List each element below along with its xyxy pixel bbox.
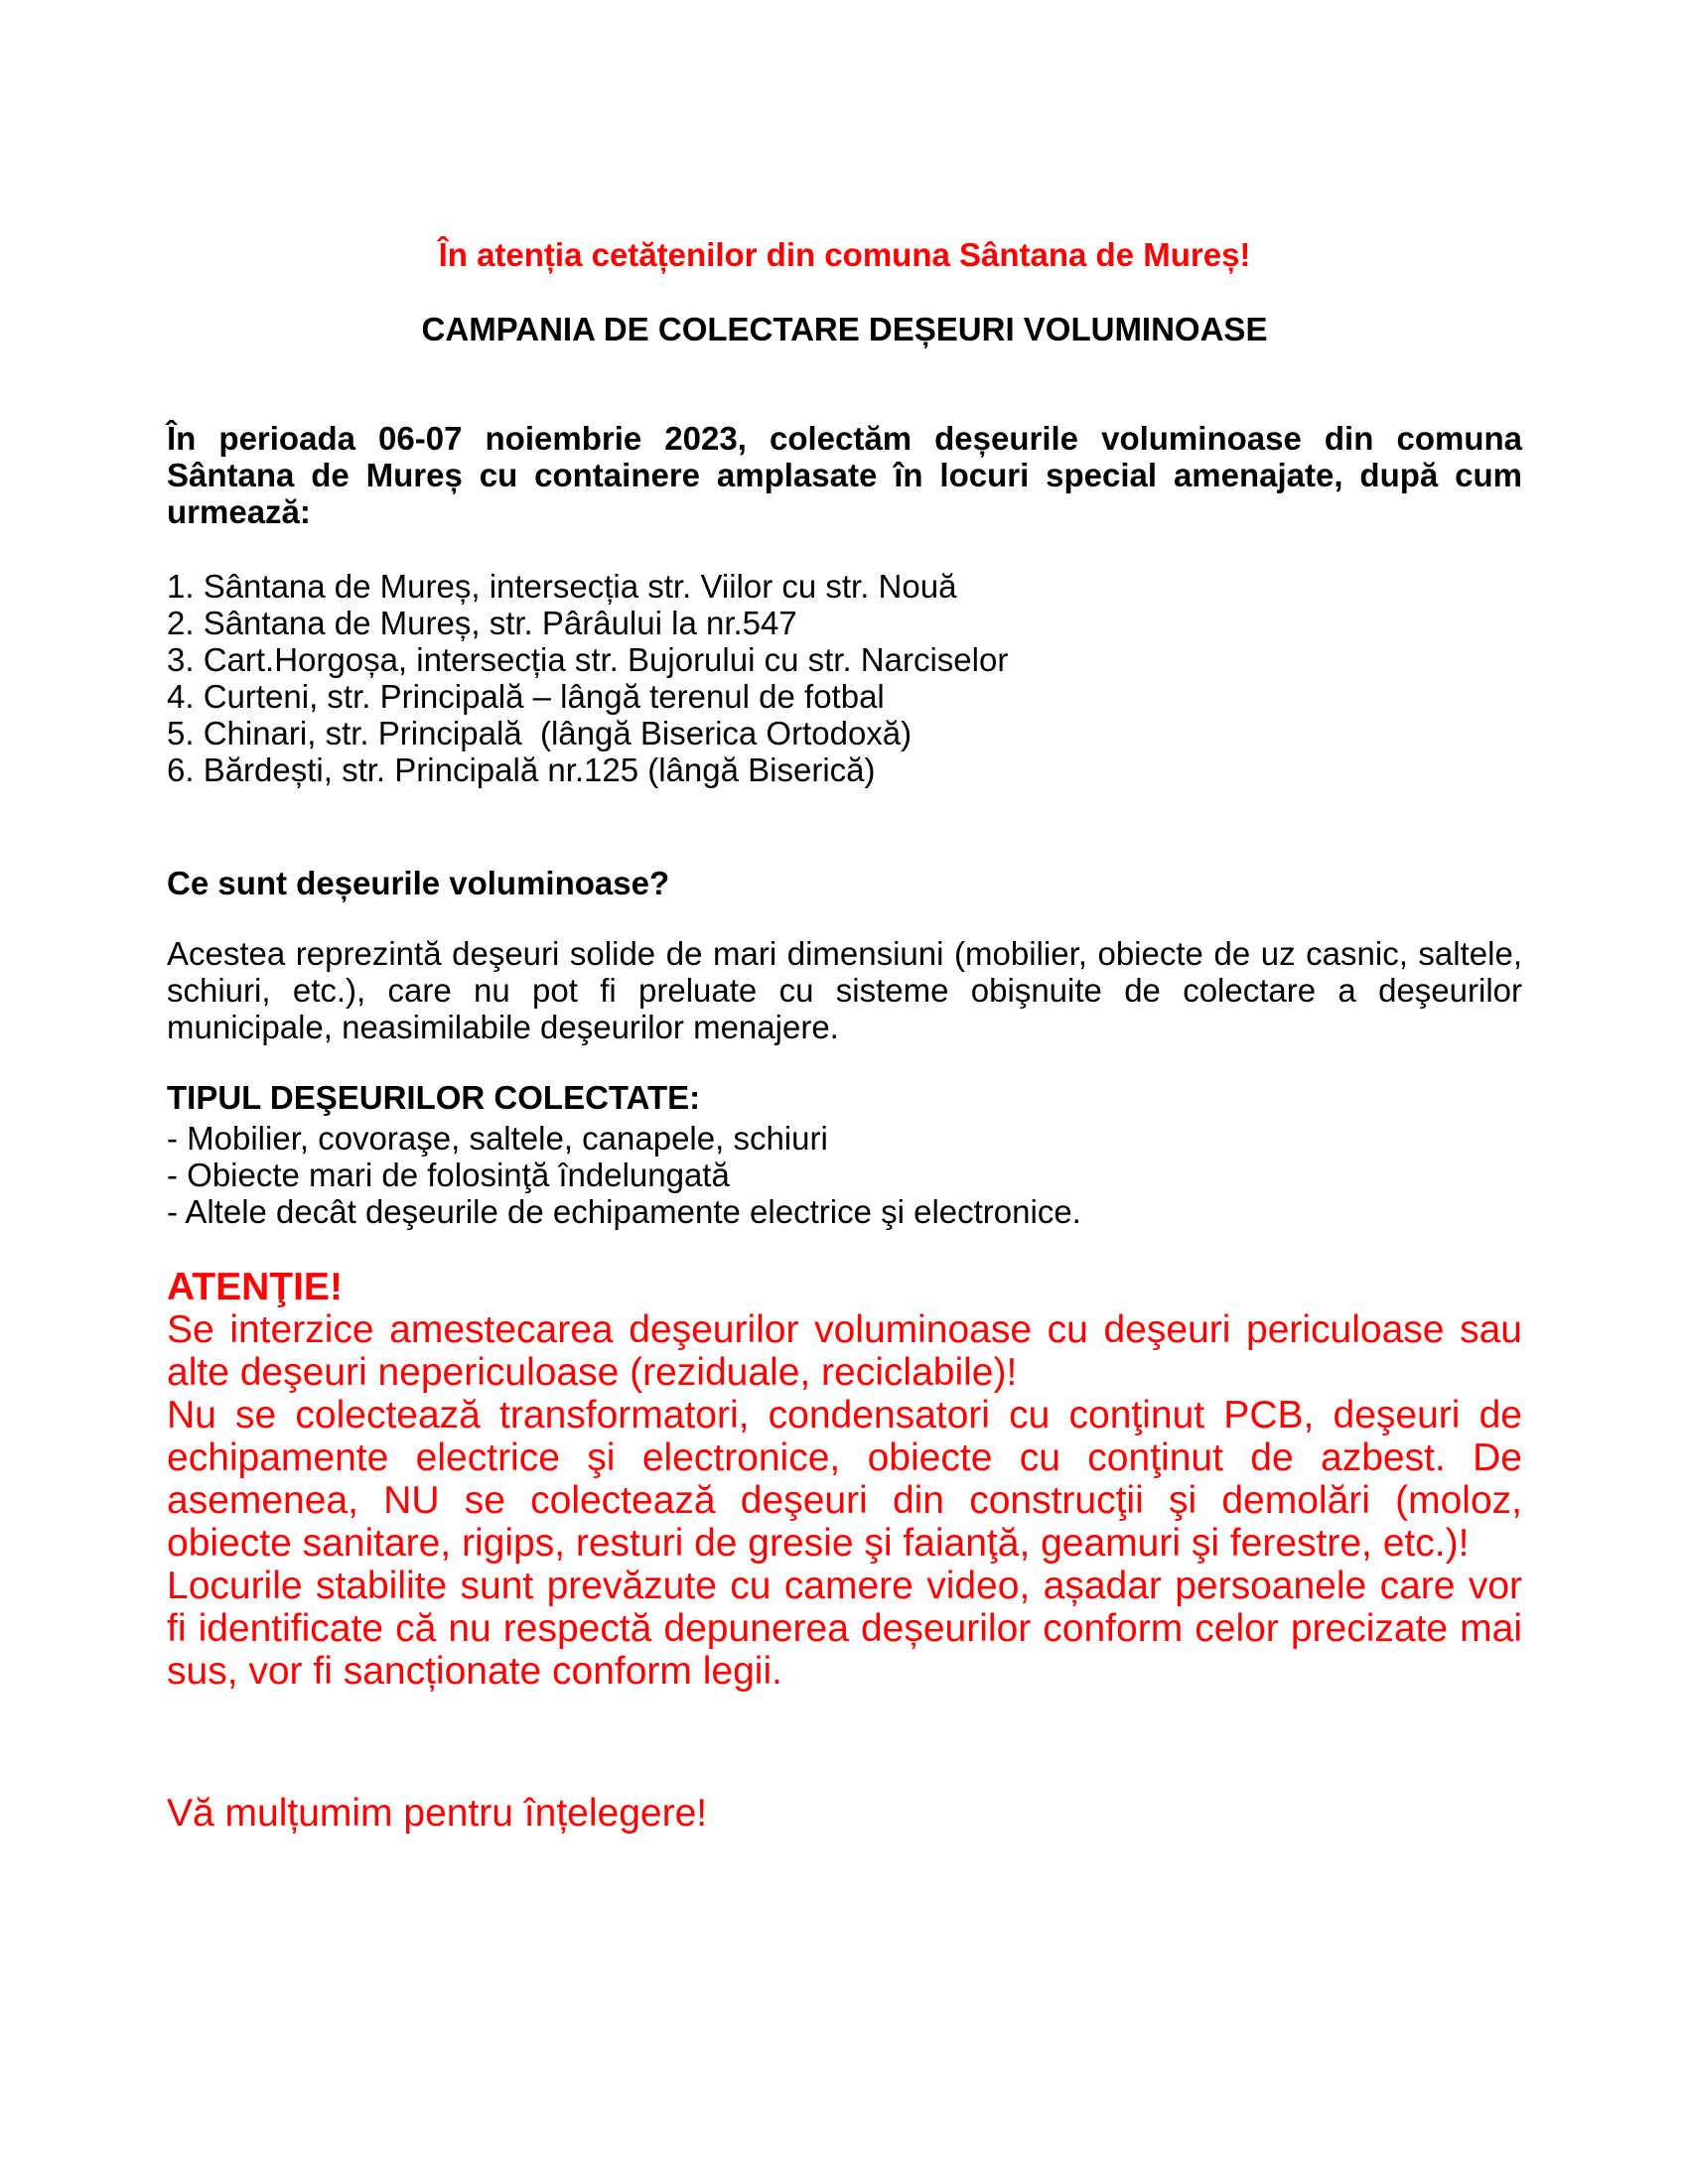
location-item: 5. Chinari, str. Principală (lângă Biserica Ortodoxă) [167,715,913,751]
intro-paragraph: În perioada 06-07 noiembrie 2023, colectăm deșeurile voluminoase din comuna Sântana de Mureș cu containere amplasate în locuri special amenajate, după cum urmează: [167,420,1522,530]
attention-paragraphs [167,1308,1522,1693]
definition-heading: Ce sunt deșeurile voluminoase? [167,865,670,901]
definition-body: Acestea reprezintă deşeuri solide de mari dimensiuni (mobilier, obiecte de uz casnic, saltele, schiuri, etc.), care nu pot fi preluate cu sisteme obişnuite de colectare a deşeurilor municipale, neasimilabile deşeurilor menajere. [167,935,1522,1045]
location-item: 4. Curteni, str. Principală – lângă terenul de fotbal [167,678,885,715]
document-subtitle: CAMPANIA DE COLECTARE DEȘEURI VOLUMINOASE [421,311,1268,347]
location-item: 3. Cart.Horgoșa, intersecția str. Bujorului cu str. Narciselor [167,641,1009,678]
attention-section [167,1266,1522,1693]
location-item: 2. Sântana de Mureș, str. Pârâului la nr.547 [167,605,797,641]
closing-line: Vă mulțumim pentru înțelegere! [167,1792,708,1835]
attention-paragraph: Nu se colectează transformatori, condensatori cu conţinut PCB, deşeuri de echipamente electrice şi electronice, obiecte cu conţinut de azbest. De asemenea, NU se colectează deşeuri din construcţii şi demolări (moloz, obiecte sanitare, rigips, resturi de gresie şi faianţă, geamuri şi ferestre, etc.)! [167,1394,1522,1565]
location-item: 6. Bărdești, str. Principală nr.125 (lângă Biserică) [167,751,876,788]
type-item: - Mobilier, covoraşe, saltele, canapele, schiuri [167,1120,828,1157]
types-list [167,1120,1522,1230]
type-item: - Obiecte mari de folosinţă îndelungată [167,1157,730,1193]
types-heading: TIPUL DEŞEURILOR COLECTATE: [167,1079,701,1116]
attention-paragraph: Se interzice amestecarea deşeurilor voluminoase cu deşeuri periculoase sau alte deşeuri nepericuloase (reziduale, reciclabile)! [167,1308,1522,1394]
attention-paragraph: Locurile stabilite sunt prevăzute cu camere video, așadar persoanele care vor fi identificate că nu respectă depunerea deșeurilor conform celor precizate mai sus, vor fi sancționate conform legii. [167,1565,1522,1693]
locations-list [167,568,1522,788]
attention-heading: ATENŢIE! [167,1266,343,1308]
type-item: - Altele decât deşeurile de echipamente electrice şi electronice. [167,1193,1081,1230]
location-item: 1. Sântana de Mureș, intersecția str. Viilor cu str. Nouă [167,568,957,605]
document-title: În atenția cetățenilor din comuna Sântana de Mureș! [438,236,1251,273]
